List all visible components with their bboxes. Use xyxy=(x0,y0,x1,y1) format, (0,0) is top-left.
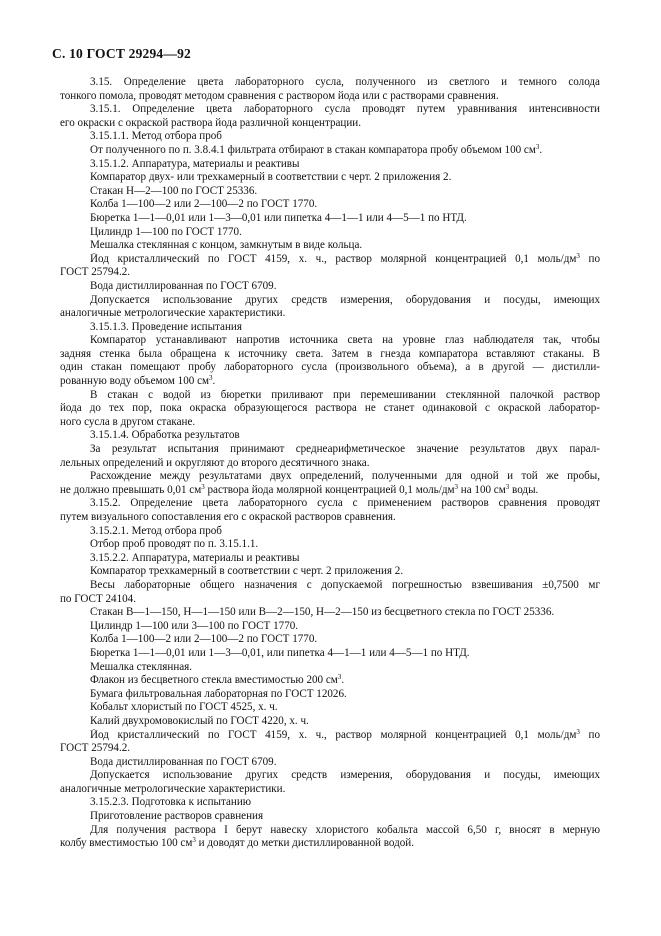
paragraph xyxy=(60,728,600,756)
text-run: 3.15.2.1. Метод отбора проб xyxy=(90,524,222,537)
text-line xyxy=(90,525,600,539)
text-run: От полученного по п. 3.8.4.1 фильтрата отбирают в стакан компаратора пробу объемом 100 см xyxy=(90,143,536,156)
superscript: 3 xyxy=(192,836,196,845)
superscript: 3 xyxy=(505,482,510,491)
text-run: ного сусла в другом стакане. xyxy=(60,415,196,428)
paragraph xyxy=(90,130,600,144)
page-header: С. 10 ГОСТ 29294—92 xyxy=(52,46,191,61)
superscript: 3 xyxy=(454,482,458,491)
text-line xyxy=(90,253,600,267)
text-run: раствора йода молярной концентрацией 0,1 моль/дм xyxy=(204,483,455,496)
text-line xyxy=(90,144,600,158)
text-line xyxy=(60,742,600,756)
text-run: . xyxy=(341,674,345,687)
text-run: по xyxy=(579,728,600,741)
text-run: 3.15.1. Определение цвета лабораторного сусла проводят путем уравнивания интенсивности xyxy=(90,103,600,116)
text-line xyxy=(90,756,600,770)
text-line xyxy=(60,90,600,104)
text-line xyxy=(60,361,600,375)
text-run: ГОСТ 25794.2. xyxy=(60,266,131,279)
text-run: Бюретка 1—1—0,01 или 1—3—0,01 или пипетка 4—1—1 или 4—5—1 по НТД. xyxy=(90,211,467,224)
paragraph xyxy=(90,171,600,185)
paragraph xyxy=(90,620,600,634)
text-run: Калий двухромовокислый по ГОСТ 4220, х. ч. xyxy=(90,714,309,727)
text-line xyxy=(90,470,600,484)
text-run: лельных определений и округляют до второго десятичного знака. xyxy=(60,456,370,469)
text-line xyxy=(90,130,600,144)
text-line xyxy=(90,701,600,715)
text-line xyxy=(90,688,600,702)
text-run: Отбор проб проводят по п. 3.15.1.1. xyxy=(90,538,259,551)
text-line xyxy=(90,796,600,810)
paragraph xyxy=(90,144,600,158)
text-line xyxy=(90,280,600,294)
text-run: Йод кристаллический по ГОСТ 4159, х. ч., раствор молярной концентрацией 0,1 моль/дм xyxy=(90,252,577,265)
text-line xyxy=(90,620,600,634)
text-line xyxy=(60,348,600,362)
paragraph xyxy=(90,538,600,552)
text-run: один стакан помещают пробу лабораторного сусла (произвольного объема), а в другой — дистилли- xyxy=(60,361,600,374)
paragraph xyxy=(60,76,600,103)
text-line xyxy=(90,824,600,838)
text-line xyxy=(60,593,600,607)
paragraph xyxy=(90,429,600,443)
text-run: Кобальт хлористый по ГОСТ 4525, х. ч. xyxy=(90,701,278,714)
paragraph xyxy=(90,212,600,226)
text-line xyxy=(90,321,600,335)
paragraph xyxy=(90,796,600,810)
text-line xyxy=(60,783,600,797)
paragraph xyxy=(90,565,600,579)
text-run: не должно превышать 0,01 см xyxy=(60,483,202,496)
text-run: задняя стенка была обращена к источнику света. Затем в гнезда компаратора вставляют стаканы. В xyxy=(60,347,600,360)
text-run: 3.15. Определение цвета лабораторного сусла, полученного из светлого и темного солода xyxy=(90,76,600,88)
paragraph xyxy=(60,334,600,388)
paragraph xyxy=(90,810,600,824)
text-run: Компаратор трехкамерный в соответствии с черт. 2 приложения 2. xyxy=(90,565,404,578)
text-run: Флакон из бесцветного стекла вместимостью 200 см xyxy=(90,674,338,687)
text-run: аналогичные метрологические характеристики. xyxy=(60,307,286,320)
text-line xyxy=(90,171,600,185)
text-run: Стакан В—1—150, Н—1—150 или В—2—150, Н—2—150 из бесцветного стекла по ГОСТ 25336. xyxy=(90,606,555,619)
paragraph xyxy=(90,321,600,335)
superscript: 3 xyxy=(209,374,213,383)
text-run: воды. xyxy=(509,483,539,496)
paragraph xyxy=(60,470,600,497)
text-line xyxy=(90,76,600,90)
text-run: тонкого помола, проводят методом сравнения с раствором йода или с растворами сравнения. xyxy=(60,89,499,102)
text-line xyxy=(90,579,600,593)
text-run: 3.15.2. Определение цвета лабораторного сусла с применением растворов сравнения проводят xyxy=(90,497,600,510)
text-run: Цилиндр 1—100 или 3—100 по ГОСТ 1770. xyxy=(90,619,299,632)
text-line xyxy=(60,307,600,321)
text-run: Вода дистиллированная по ГОСТ 6709. xyxy=(90,755,277,768)
text-line xyxy=(90,497,600,511)
text-run: на 100 см xyxy=(457,483,506,496)
document-body xyxy=(60,76,600,851)
paragraph xyxy=(90,701,600,715)
text-run: Стакан Н—2—100 по ГОСТ 25336. xyxy=(90,184,258,197)
paragraph xyxy=(90,158,600,172)
paragraph xyxy=(90,674,600,688)
paragraph xyxy=(60,388,600,430)
text-line xyxy=(90,334,600,348)
text-line xyxy=(90,661,600,675)
text-line xyxy=(90,389,600,403)
text-run: Для получения раствора I берут навеску хлористого кобальта массой 6,50 г, вносят в мерную xyxy=(90,823,600,836)
text-line xyxy=(60,484,600,498)
paragraph xyxy=(90,633,600,647)
superscript: 3 xyxy=(201,482,205,491)
text-line xyxy=(90,239,600,253)
text-line xyxy=(90,294,600,308)
text-line xyxy=(90,443,600,457)
paragraph xyxy=(60,293,600,321)
text-run: колбу вместимостью 100 см xyxy=(60,837,193,850)
text-run: рованную воду объемом 100 см xyxy=(60,375,210,388)
text-run: 3.15.2.3. Подготовка к испытанию xyxy=(90,796,252,809)
text-line xyxy=(60,402,600,416)
text-run: Допускается использование других средств измерения, оборудования и посуды, имеющих xyxy=(90,769,600,782)
text-line xyxy=(90,198,600,212)
text-run: 3.15.1.2. Аппаратура, материалы и реактивы xyxy=(90,157,300,170)
text-run: его окраски с окраской раствора йода различной концентрации. xyxy=(60,116,362,129)
paragraph xyxy=(90,239,600,253)
text-run: Компаратор двух- или трехкамерный в соответствии с черт. 2 приложения 2. xyxy=(90,171,452,184)
text-run: аналогичные метрологические характеристики. xyxy=(60,782,286,795)
text-line xyxy=(90,103,600,117)
text-line xyxy=(60,117,600,131)
paragraph xyxy=(90,552,600,566)
text-run: . xyxy=(539,143,543,156)
text-line xyxy=(90,158,600,172)
text-run: путем визуального сопоставления его с окраской растворов сравнения. xyxy=(60,511,396,523)
text-run: по ГОСТ 24104. xyxy=(60,592,136,605)
text-line xyxy=(90,212,600,226)
superscript: 3 xyxy=(576,728,580,736)
text-run: За результат испытания принимают среднеарифметическое значение результатов двух парал- xyxy=(90,443,600,456)
superscript: 3 xyxy=(337,673,342,682)
paragraph xyxy=(60,578,600,606)
paragraph xyxy=(90,661,600,675)
paragraph xyxy=(60,443,600,470)
text-run: по xyxy=(579,252,600,265)
text-run: и доводят до метки дистиллированной водой. xyxy=(195,837,415,850)
superscript: 3 xyxy=(576,252,580,260)
text-line xyxy=(90,810,600,824)
text-run: йода до тех пор, пока окраска образующегося раствора не станет одинаковой с окраской лаборатор- xyxy=(60,402,600,415)
paragraph xyxy=(90,280,600,294)
text-line xyxy=(60,416,600,430)
text-line xyxy=(90,538,600,552)
text-run: Расхождение между результатами двух определений, полученными для одной и той же пробы, xyxy=(90,470,600,483)
text-line xyxy=(90,674,600,688)
text-line xyxy=(90,429,600,443)
text-run: Весы лабораторные общего назначения с допускаемой погрешностью взвешивания ±0,7500 мг xyxy=(90,578,600,591)
text-run: Приготовление растворов сравнения xyxy=(90,810,264,823)
text-run: Вода дистиллированная по ГОСТ 6709. xyxy=(90,279,277,292)
text-line xyxy=(90,715,600,729)
text-line xyxy=(90,552,600,566)
text-line xyxy=(60,837,600,851)
text-run: 3.15.2.2. Аппаратура, материалы и реактивы xyxy=(90,551,300,564)
text-run: Мешалка стеклянная. xyxy=(90,660,193,673)
text-run: ГОСТ 25794.2. xyxy=(60,742,131,755)
text-line xyxy=(90,185,600,199)
paragraph xyxy=(90,647,600,661)
text-run: 3.15.1.1. Метод отбора проб xyxy=(90,130,222,143)
text-line xyxy=(60,375,600,389)
paragraph xyxy=(60,103,600,130)
text-run: 3.15.1.4. Обработка результатов xyxy=(90,429,240,442)
paragraph xyxy=(60,823,600,851)
text-line xyxy=(90,633,600,647)
text-run: Йод кристаллический по ГОСТ 4159, х. ч., раствор молярной концентрацией 0,1 моль/дм xyxy=(90,728,577,741)
text-run: Цилиндр 1—100 по ГОСТ 1770. xyxy=(90,225,242,238)
text-line xyxy=(60,457,600,471)
text-run: Колба 1—100—2 или 2—100—2 по ГОСТ 1770. xyxy=(90,633,318,646)
paragraph xyxy=(90,198,600,212)
text-run: . xyxy=(212,375,216,388)
text-run: Мешалка стеклянная с концом, замкнутым в виде кольца. xyxy=(90,239,363,252)
paragraph xyxy=(90,525,600,539)
text-line xyxy=(90,729,600,743)
text-line xyxy=(90,606,600,620)
text-run: Компаратор устанавливают напротив источника света на уровне глаз наблюдателя так, чтобы xyxy=(90,334,600,347)
text-run: Колба 1—100—2 или 2—100—2 по ГОСТ 1770. xyxy=(90,198,318,211)
paragraph xyxy=(90,606,600,620)
paragraph xyxy=(90,756,600,770)
text-line xyxy=(90,769,600,783)
text-line xyxy=(90,647,600,661)
paragraph xyxy=(60,252,600,280)
paragraph xyxy=(60,769,600,796)
paragraph xyxy=(60,497,600,524)
paragraph xyxy=(90,185,600,199)
text-line xyxy=(60,511,600,525)
text-run: Бюретка 1—1—0,01 или 1—3—0,01, или пипетка 4—1—1 или 4—5—1 по НТД. xyxy=(90,646,470,659)
text-run: В стакан с водой из бюретки приливают при перемешивании стеклянной палочкой раствор xyxy=(90,388,600,401)
text-line xyxy=(90,226,600,240)
text-run: Бумага фильтровальная лабораторная по ГОСТ 12026. xyxy=(90,687,347,700)
paragraph xyxy=(90,688,600,702)
text-line xyxy=(90,565,600,579)
paragraph xyxy=(90,715,600,729)
text-line xyxy=(60,266,600,280)
text-run: Допускается использование других средств измерения, оборудования и посуды, имеющих xyxy=(90,293,600,306)
paragraph xyxy=(90,226,600,240)
text-run: 3.15.1.3. Проведение испытания xyxy=(90,320,242,333)
superscript: 3 xyxy=(535,142,540,151)
